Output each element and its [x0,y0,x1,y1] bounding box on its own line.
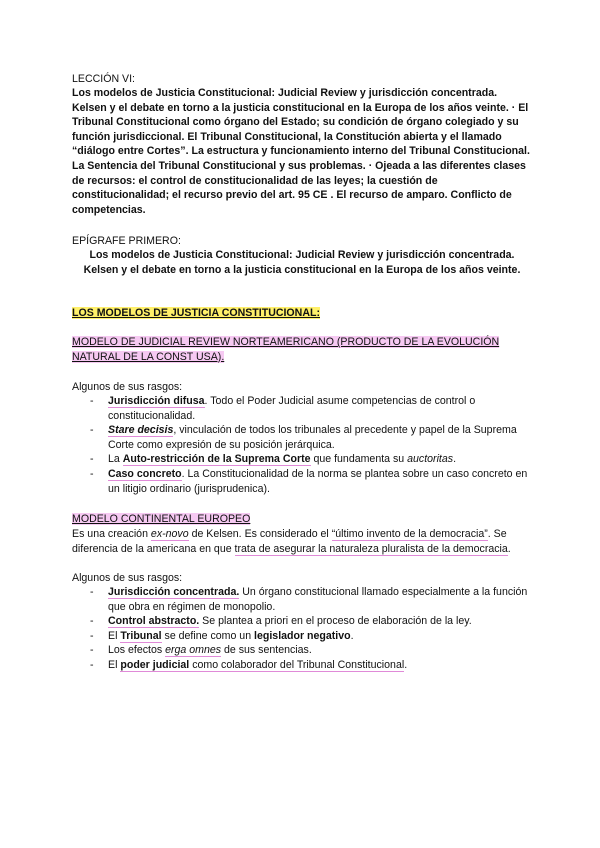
list-item: - Jurisdicción concentrada. Un órgano constitucional llamado especialmente a la función que obra en régimen de monopolio. [90,586,528,613]
list-item: - Stare decisis, vinculación de todos los tribunales al precedente y papel de la Suprema Corte como expresión de su posición jerárquica. [90,424,517,451]
list-item-term: legislador negativo [254,629,351,642]
list-item-term: Jurisdicción concentrada. [108,586,240,598]
list-item-term: Jurisdicción difusa [108,395,205,407]
paragraph-text: . Se diferencia de la americana en que [72,528,507,555]
model-eu-paragraph [72,527,532,556]
paragraph-highlight: trata de asegurar la naturaleza pluralista de la democracia [234,542,508,555]
epigrafe-label: EPÍGRAFE PRIMERO: [72,235,181,247]
list-item: - Jurisdicción difusa. Todo el Poder Judicial asume competencias de control o constitucionalidad. [90,395,476,422]
list-item: - La Auto-restricción de la Suprema Corte que fundamenta su auctoritas. [90,453,457,466]
model-usa-heading [72,335,532,364]
paragraph-text: de Kelsen. Es considerado el [188,528,332,540]
list-item-pre: Los efectos [108,644,166,657]
list-item-pre: El [108,629,121,642]
list-item-text: . Todo el Poder Judicial asume competencias de control o constitucionalidad. [108,395,476,422]
list-item-term: Control abstracto. [108,615,200,628]
epigrafe-title: Los modelos de Justicia Constitucional: Judicial Review y jurisdicción concentrada. Kelsen y el debate en torno a la justicia constitucional en la Europa de los años veinte. [83,249,521,276]
list-item-text: Se plantea a priori en el proceso de elaboración de la ley. [199,615,472,628]
model-eu-intro: Algunos de sus rasgos: [72,572,183,584]
list-item-term: Caso concreto [108,467,182,480]
list-item-term: Tribunal [120,629,162,642]
list-item-pre: La [108,453,123,466]
section-heading-text: LOS MODELOS DE JUSTICIA CONSTITUCIONAL: [72,307,320,319]
list-item: - Caso concreto. La Constitucionalidad de la norma se plantea sobre un caso concreto en un litigio ordinario (jurisprudenica). [90,467,528,495]
paragraph-text: . [507,542,511,555]
list-item-term: poder judicial [120,658,190,671]
paragraph-emphasis: ex-novo [150,528,189,540]
list-item-term: Auto-restricción de la Suprema Corte [122,453,311,466]
list-item: - El Tribunal se define como un legislador negativo. [90,629,354,642]
list-item-emphasis: erga omnes [165,644,222,657]
model-eu-heading [72,512,532,527]
list-item-text: que fundamenta su [310,453,408,466]
list-item-post: . [404,658,408,671]
model-usa-list [90,394,530,496]
model-eu-list [90,585,530,673]
list-item: - Control abstracto. Se plantea a priori en el proceso de elaboración de la ley. [90,615,472,628]
list-item-term: Stare decisis [108,424,174,437]
list-item-text: Un órgano constitucional llamado especialmente a la función que obra en régimen de monopolio. [108,586,528,613]
list-item-emphasis: auctoritas [407,453,454,466]
list-item-text: . La Constitucionalidad de la norma se plantea sobre un caso concreto en un litigio ordinario (jurisprudenica). [108,467,528,495]
list-item-post: . [350,629,354,642]
list-item-post: . [453,453,457,466]
section-heading [72,306,532,321]
list-item-post: de sus sentencias. [221,644,312,657]
paragraph-quote: “último invento de la democracia” [331,528,488,540]
list-item-text: se define como un [161,629,255,642]
list-item: - El poder judicial como colaborador del Tribunal Constitucional. [90,658,408,671]
model-usa-heading-text: MODELO DE JUDICIAL REVIEW NORTEAMERICANO (PRODUCTO DE LA EVOLUCIÓN NATURAL DE LA CONST USA). [72,336,500,363]
model-usa-intro: Algunos de sus rasgos: [72,381,183,393]
paragraph-text: Es una creación [72,528,151,540]
lesson-label: LECCIÓN VI: [72,73,135,85]
list-item: - Los efectos erga omnes de sus sentencias. [90,644,312,657]
list-item-pre: El [108,658,121,671]
model-eu-heading-text: MODELO CONTINENTAL EUROPEO [72,513,251,525]
list-item-text: , vinculación de todos los tribunales al precedente y papel de la Suprema Corte como expresión de su posición jerárquica. [108,424,517,451]
list-item-text: como colaborador del Tribunal Constitucional [189,658,405,671]
lesson-summary: Los modelos de Justicia Constitucional: Judicial Review y jurisdicción concentrada. Kelsen y el debate en torno a la justicia constitucional en la Europa de los años veinte. · El Tribunal Constitucional como órgano del Estado; su condición de órgano colegiado y su función jurisdiccional. El Tribunal Constitucional, la Constitución abierta y el llamado “diálogo entre Cortes”. La estructura y funcionamiento interno del Tribunal Constitucional. La Sentencia del Tribunal Constitucional y sus problemas. · Ojeada a las diferentes clases de recursos: el control de constitucionalidad de las leyes; la cuestión de constitucionalidad; el recurso previo del art. 95 CE . El recurso de amparo. Conflicto de competencias. [72,87,530,216]
